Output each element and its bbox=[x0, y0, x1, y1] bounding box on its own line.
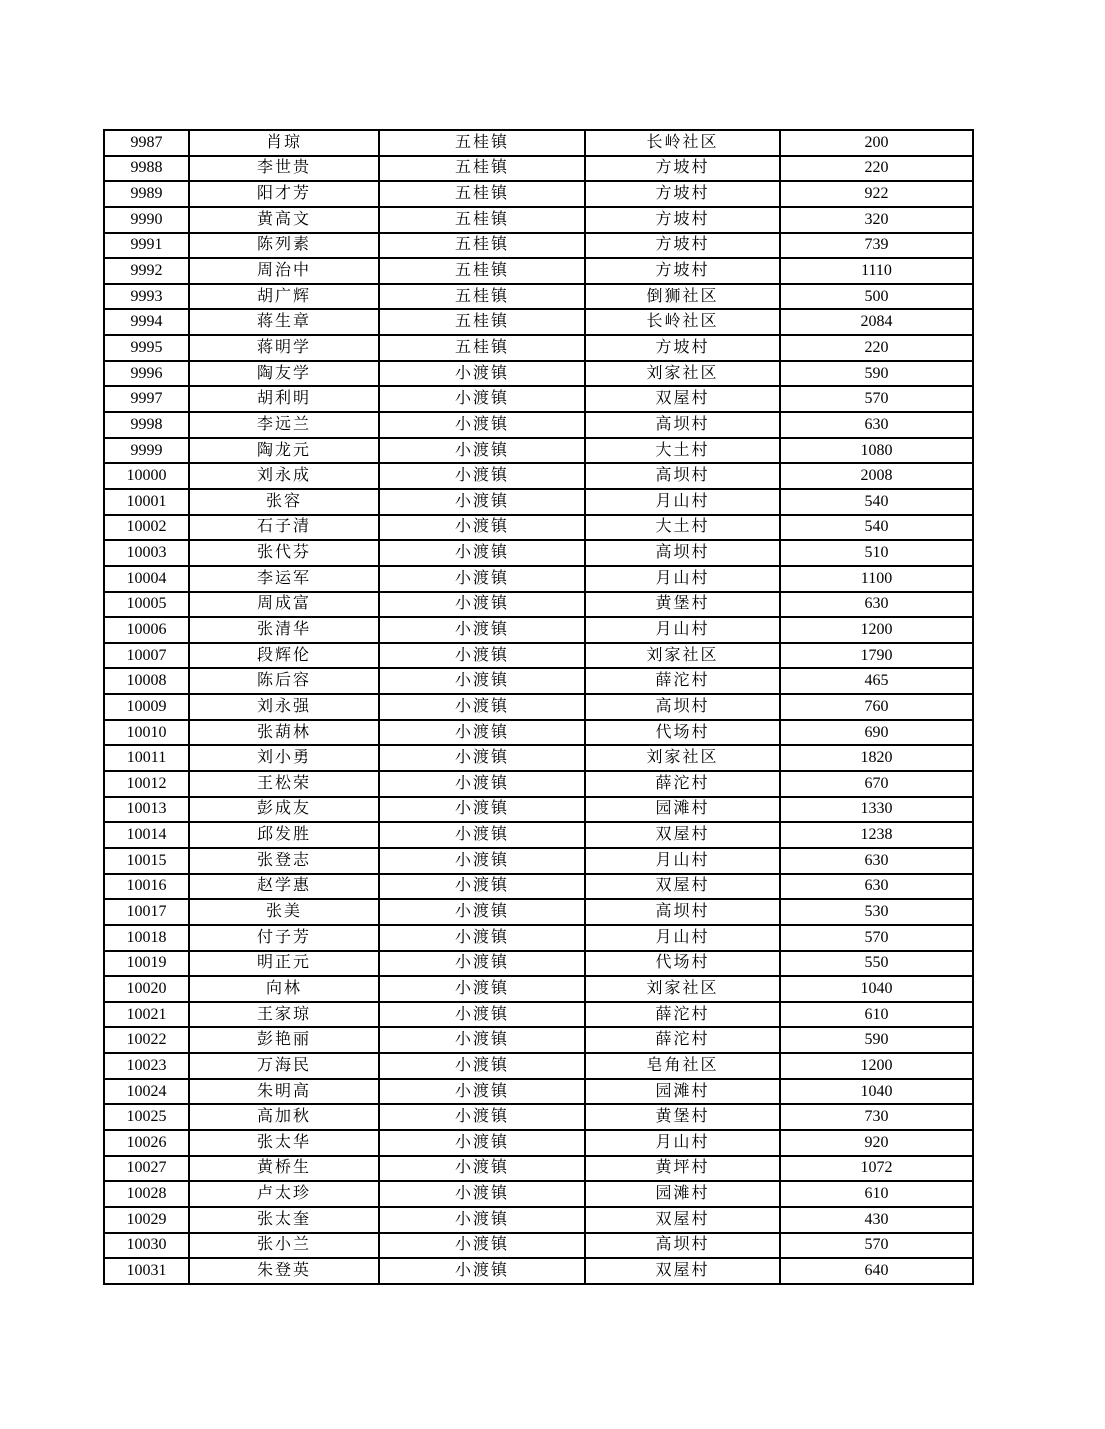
table-cell-name: 张登志 bbox=[189, 848, 379, 874]
table-cell-town: 小渡镇 bbox=[379, 848, 585, 874]
table-cell-town: 小渡镇 bbox=[379, 463, 585, 489]
table-cell-id: 10027 bbox=[104, 1156, 189, 1182]
table-cell-village: 刘家社区 bbox=[585, 361, 780, 387]
table-row bbox=[104, 745, 973, 771]
table-cell-town: 五桂镇 bbox=[379, 258, 585, 284]
table-cell-name: 石子清 bbox=[189, 515, 379, 541]
table-cell-name: 张葫林 bbox=[189, 720, 379, 746]
table-cell-village: 薛沱村 bbox=[585, 1027, 780, 1053]
table-cell-amount: 465 bbox=[780, 668, 973, 694]
table-cell-town: 小渡镇 bbox=[379, 1207, 585, 1233]
table-cell-village: 方坡村 bbox=[585, 181, 780, 207]
table-cell-town: 小渡镇 bbox=[379, 1027, 585, 1053]
table-cell-village: 黄堡村 bbox=[585, 592, 780, 618]
table-cell-amount: 570 bbox=[780, 386, 973, 412]
table-cell-amount: 1200 bbox=[780, 617, 973, 643]
table-cell-town: 小渡镇 bbox=[379, 515, 585, 541]
table-cell-name: 张美 bbox=[189, 899, 379, 925]
table-cell-town: 小渡镇 bbox=[379, 1002, 585, 1028]
table-cell-town: 小渡镇 bbox=[379, 797, 585, 823]
table-cell-village: 方坡村 bbox=[585, 335, 780, 361]
table-cell-town: 小渡镇 bbox=[379, 668, 585, 694]
table-cell-id: 10015 bbox=[104, 848, 189, 874]
table-cell-village: 黄坪村 bbox=[585, 1156, 780, 1182]
table-cell-town: 小渡镇 bbox=[379, 1104, 585, 1130]
table-cell-name: 李远兰 bbox=[189, 412, 379, 438]
table-cell-amount: 920 bbox=[780, 1130, 973, 1156]
table-cell-id: 9994 bbox=[104, 309, 189, 335]
table-row bbox=[104, 668, 973, 694]
table-cell-name: 朱明高 bbox=[189, 1079, 379, 1105]
table-cell-amount: 922 bbox=[780, 181, 973, 207]
table-cell-name: 李世贵 bbox=[189, 156, 379, 182]
table-cell-id: 10025 bbox=[104, 1104, 189, 1130]
table-cell-id: 10026 bbox=[104, 1130, 189, 1156]
table-cell-amount: 590 bbox=[780, 1027, 973, 1053]
table-cell-amount: 220 bbox=[780, 156, 973, 182]
table-cell-amount: 320 bbox=[780, 207, 973, 233]
table-cell-id: 10005 bbox=[104, 592, 189, 618]
table-cell-name: 刘永成 bbox=[189, 463, 379, 489]
table-cell-town: 五桂镇 bbox=[379, 233, 585, 259]
table-cell-name: 周治中 bbox=[189, 258, 379, 284]
table-row bbox=[104, 976, 973, 1002]
table-row bbox=[104, 1002, 973, 1028]
table-cell-name: 陈列素 bbox=[189, 233, 379, 259]
table-cell-amount: 530 bbox=[780, 899, 973, 925]
table-cell-id: 10016 bbox=[104, 874, 189, 900]
table-cell-amount: 200 bbox=[780, 130, 973, 156]
table-cell-id: 9997 bbox=[104, 386, 189, 412]
table-cell-name: 彭艳丽 bbox=[189, 1027, 379, 1053]
table-cell-name: 赵学惠 bbox=[189, 874, 379, 900]
table-cell-amount: 430 bbox=[780, 1207, 973, 1233]
table-cell-village: 月山村 bbox=[585, 1130, 780, 1156]
table-row bbox=[104, 412, 973, 438]
table-row bbox=[104, 797, 973, 823]
table-cell-village: 高坝村 bbox=[585, 540, 780, 566]
table-cell-village: 高坝村 bbox=[585, 1233, 780, 1259]
table-cell-id: 10030 bbox=[104, 1233, 189, 1259]
table-cell-id: 10018 bbox=[104, 925, 189, 951]
table-cell-id: 10017 bbox=[104, 899, 189, 925]
table-cell-town: 小渡镇 bbox=[379, 822, 585, 848]
table-cell-town: 五桂镇 bbox=[379, 207, 585, 233]
table-row bbox=[104, 438, 973, 464]
table-cell-amount: 1072 bbox=[780, 1156, 973, 1182]
table-cell-amount: 630 bbox=[780, 874, 973, 900]
table-row bbox=[104, 284, 973, 310]
table-cell-amount: 510 bbox=[780, 540, 973, 566]
table-cell-amount: 590 bbox=[780, 361, 973, 387]
table-row bbox=[104, 1130, 973, 1156]
table-row bbox=[104, 258, 973, 284]
table-cell-town: 小渡镇 bbox=[379, 899, 585, 925]
table-cell-town: 小渡镇 bbox=[379, 386, 585, 412]
table-cell-town: 小渡镇 bbox=[379, 643, 585, 669]
table-cell-name: 蒋明学 bbox=[189, 335, 379, 361]
table-cell-amount: 670 bbox=[780, 771, 973, 797]
table-cell-village: 双屋村 bbox=[585, 1258, 780, 1284]
table-cell-village: 长岭社区 bbox=[585, 309, 780, 335]
table-row bbox=[104, 566, 973, 592]
table-cell-id: 10009 bbox=[104, 694, 189, 720]
table-cell-town: 小渡镇 bbox=[379, 617, 585, 643]
table-row bbox=[104, 925, 973, 951]
table-row bbox=[104, 592, 973, 618]
table-cell-village: 高坝村 bbox=[585, 412, 780, 438]
table-cell-town: 五桂镇 bbox=[379, 284, 585, 310]
table-cell-name: 高加秋 bbox=[189, 1104, 379, 1130]
table-row bbox=[104, 1258, 973, 1284]
table-cell-name: 向林 bbox=[189, 976, 379, 1002]
table-cell-village: 刘家社区 bbox=[585, 745, 780, 771]
table-cell-village: 高坝村 bbox=[585, 899, 780, 925]
table-cell-amount: 1238 bbox=[780, 822, 973, 848]
table-cell-name: 张太华 bbox=[189, 1130, 379, 1156]
table-cell-village: 方坡村 bbox=[585, 156, 780, 182]
table-cell-id: 10012 bbox=[104, 771, 189, 797]
table-cell-id: 10024 bbox=[104, 1079, 189, 1105]
table-cell-name: 段辉伦 bbox=[189, 643, 379, 669]
table-cell-amount: 1820 bbox=[780, 745, 973, 771]
table-cell-village: 月山村 bbox=[585, 617, 780, 643]
table-cell-village: 刘家社区 bbox=[585, 643, 780, 669]
table-cell-village: 月山村 bbox=[585, 489, 780, 515]
table-row bbox=[104, 130, 973, 156]
table-cell-town: 小渡镇 bbox=[379, 976, 585, 1002]
table-cell-town: 小渡镇 bbox=[379, 438, 585, 464]
table-cell-town: 五桂镇 bbox=[379, 309, 585, 335]
table-row bbox=[104, 361, 973, 387]
table-cell-id: 10004 bbox=[104, 566, 189, 592]
table-row bbox=[104, 207, 973, 233]
table-row bbox=[104, 1079, 973, 1105]
table-row bbox=[104, 874, 973, 900]
table-cell-amount: 630 bbox=[780, 592, 973, 618]
table-row bbox=[104, 643, 973, 669]
table-cell-name: 彭成友 bbox=[189, 797, 379, 823]
table-cell-amount: 610 bbox=[780, 1002, 973, 1028]
table-cell-name: 肖琼 bbox=[189, 130, 379, 156]
table-cell-id: 10013 bbox=[104, 797, 189, 823]
table-cell-village: 长岭社区 bbox=[585, 130, 780, 156]
table-row bbox=[104, 1233, 973, 1259]
table-cell-name: 刘永强 bbox=[189, 694, 379, 720]
table-cell-amount: 570 bbox=[780, 1233, 973, 1259]
table-cell-id: 10019 bbox=[104, 951, 189, 977]
table-cell-amount: 1200 bbox=[780, 1053, 973, 1079]
table-cell-village: 双屋村 bbox=[585, 1207, 780, 1233]
table-cell-village: 高坝村 bbox=[585, 694, 780, 720]
table-cell-amount: 540 bbox=[780, 489, 973, 515]
table-cell-id: 10006 bbox=[104, 617, 189, 643]
table-row bbox=[104, 1053, 973, 1079]
table-cell-town: 小渡镇 bbox=[379, 1053, 585, 1079]
table-cell-name: 王家琼 bbox=[189, 1002, 379, 1028]
table-cell-amount: 1110 bbox=[780, 258, 973, 284]
table-cell-amount: 1100 bbox=[780, 566, 973, 592]
table-cell-id: 9988 bbox=[104, 156, 189, 182]
table-cell-town: 小渡镇 bbox=[379, 1233, 585, 1259]
table-row bbox=[104, 309, 973, 335]
table-cell-id: 10010 bbox=[104, 720, 189, 746]
roster-table bbox=[103, 129, 974, 1285]
table-cell-village: 园滩村 bbox=[585, 797, 780, 823]
table-cell-id: 10021 bbox=[104, 1002, 189, 1028]
table-cell-id: 10022 bbox=[104, 1027, 189, 1053]
table-cell-amount: 1040 bbox=[780, 1079, 973, 1105]
table-cell-village: 黄堡村 bbox=[585, 1104, 780, 1130]
table-row bbox=[104, 1207, 973, 1233]
table-cell-id: 9991 bbox=[104, 233, 189, 259]
table-cell-amount: 500 bbox=[780, 284, 973, 310]
table-cell-town: 小渡镇 bbox=[379, 925, 585, 951]
table-cell-amount: 630 bbox=[780, 848, 973, 874]
table-cell-amount: 1330 bbox=[780, 797, 973, 823]
table-cell-town: 五桂镇 bbox=[379, 130, 585, 156]
table-cell-name: 李运军 bbox=[189, 566, 379, 592]
table-cell-town: 小渡镇 bbox=[379, 361, 585, 387]
table-cell-village: 双屋村 bbox=[585, 874, 780, 900]
table-cell-id: 9999 bbox=[104, 438, 189, 464]
table-cell-village: 代场村 bbox=[585, 951, 780, 977]
table-cell-town: 小渡镇 bbox=[379, 745, 585, 771]
table-row bbox=[104, 233, 973, 259]
table-cell-town: 五桂镇 bbox=[379, 156, 585, 182]
table-cell-town: 小渡镇 bbox=[379, 720, 585, 746]
table-cell-village: 方坡村 bbox=[585, 258, 780, 284]
table-cell-village: 月山村 bbox=[585, 848, 780, 874]
table-cell-amount: 1790 bbox=[780, 643, 973, 669]
table-cell-amount: 630 bbox=[780, 412, 973, 438]
table-cell-amount: 730 bbox=[780, 1104, 973, 1130]
table-cell-village: 双屋村 bbox=[585, 386, 780, 412]
table-cell-id: 9998 bbox=[104, 412, 189, 438]
table-cell-name: 王松荣 bbox=[189, 771, 379, 797]
table-row bbox=[104, 771, 973, 797]
table-cell-name: 张容 bbox=[189, 489, 379, 515]
table-cell-name: 明正元 bbox=[189, 951, 379, 977]
table-cell-town: 小渡镇 bbox=[379, 1258, 585, 1284]
table-cell-village: 倒狮社区 bbox=[585, 284, 780, 310]
table-cell-amount: 1040 bbox=[780, 976, 973, 1002]
table-cell-id: 9993 bbox=[104, 284, 189, 310]
table-cell-name: 蒋生章 bbox=[189, 309, 379, 335]
table-row bbox=[104, 617, 973, 643]
table-cell-id: 10002 bbox=[104, 515, 189, 541]
table-cell-id: 9992 bbox=[104, 258, 189, 284]
table-cell-village: 刘家社区 bbox=[585, 976, 780, 1002]
table-cell-name: 周成富 bbox=[189, 592, 379, 618]
table-cell-amount: 2008 bbox=[780, 463, 973, 489]
table-cell-id: 10031 bbox=[104, 1258, 189, 1284]
table-cell-amount: 690 bbox=[780, 720, 973, 746]
table-row bbox=[104, 720, 973, 746]
table-cell-name: 邱发胜 bbox=[189, 822, 379, 848]
table-cell-name: 阳才芳 bbox=[189, 181, 379, 207]
table-cell-amount: 1080 bbox=[780, 438, 973, 464]
table-cell-town: 小渡镇 bbox=[379, 412, 585, 438]
table-row bbox=[104, 515, 973, 541]
table-cell-town: 小渡镇 bbox=[379, 1079, 585, 1105]
table-row bbox=[104, 1104, 973, 1130]
table-cell-id: 10020 bbox=[104, 976, 189, 1002]
table-cell-town: 小渡镇 bbox=[379, 874, 585, 900]
table-cell-name: 付子芳 bbox=[189, 925, 379, 951]
table-cell-id: 10007 bbox=[104, 643, 189, 669]
table-row bbox=[104, 1027, 973, 1053]
table-cell-id: 10029 bbox=[104, 1207, 189, 1233]
table-cell-village: 园滩村 bbox=[585, 1181, 780, 1207]
table-cell-name: 陈后容 bbox=[189, 668, 379, 694]
table-cell-name: 张清华 bbox=[189, 617, 379, 643]
table-cell-town: 小渡镇 bbox=[379, 566, 585, 592]
table-row bbox=[104, 951, 973, 977]
table-cell-town: 小渡镇 bbox=[379, 540, 585, 566]
table-cell-town: 小渡镇 bbox=[379, 1130, 585, 1156]
table-cell-name: 陶龙元 bbox=[189, 438, 379, 464]
table-cell-village: 大土村 bbox=[585, 515, 780, 541]
table-cell-amount: 640 bbox=[780, 1258, 973, 1284]
table-cell-town: 小渡镇 bbox=[379, 1181, 585, 1207]
table-cell-village: 方坡村 bbox=[585, 233, 780, 259]
table-cell-village: 大土村 bbox=[585, 438, 780, 464]
table-cell-id: 10023 bbox=[104, 1053, 189, 1079]
table-row bbox=[104, 156, 973, 182]
table-cell-town: 小渡镇 bbox=[379, 694, 585, 720]
table-cell-name: 黄桥生 bbox=[189, 1156, 379, 1182]
table-cell-village: 薛沱村 bbox=[585, 668, 780, 694]
table-cell-id: 10000 bbox=[104, 463, 189, 489]
table-cell-id: 10014 bbox=[104, 822, 189, 848]
table-cell-name: 万海民 bbox=[189, 1053, 379, 1079]
table-cell-name: 朱登英 bbox=[189, 1258, 379, 1284]
table-cell-id: 9989 bbox=[104, 181, 189, 207]
table-row bbox=[104, 181, 973, 207]
table-cell-village: 方坡村 bbox=[585, 207, 780, 233]
table-cell-village: 双屋村 bbox=[585, 822, 780, 848]
table-row bbox=[104, 386, 973, 412]
table-row bbox=[104, 335, 973, 361]
table-row bbox=[104, 848, 973, 874]
table-row bbox=[104, 489, 973, 515]
table-row bbox=[104, 1156, 973, 1182]
table-cell-village: 代场村 bbox=[585, 720, 780, 746]
table-row bbox=[104, 822, 973, 848]
table-body bbox=[104, 130, 973, 1284]
table-cell-name: 黄高文 bbox=[189, 207, 379, 233]
table-cell-town: 五桂镇 bbox=[379, 335, 585, 361]
table-cell-amount: 2084 bbox=[780, 309, 973, 335]
table-cell-town: 小渡镇 bbox=[379, 1156, 585, 1182]
table-cell-village: 高坝村 bbox=[585, 463, 780, 489]
table-row bbox=[104, 694, 973, 720]
table-cell-name: 卢太珍 bbox=[189, 1181, 379, 1207]
table-cell-amount: 610 bbox=[780, 1181, 973, 1207]
table-cell-name: 张太奎 bbox=[189, 1207, 379, 1233]
table-cell-id: 9995 bbox=[104, 335, 189, 361]
table-cell-village: 月山村 bbox=[585, 566, 780, 592]
table-cell-village: 皂角社区 bbox=[585, 1053, 780, 1079]
table-cell-id: 10028 bbox=[104, 1181, 189, 1207]
table-cell-village: 薛沱村 bbox=[585, 1002, 780, 1028]
table-cell-id: 10003 bbox=[104, 540, 189, 566]
table-cell-id: 10001 bbox=[104, 489, 189, 515]
table-cell-amount: 550 bbox=[780, 951, 973, 977]
table-cell-town: 小渡镇 bbox=[379, 489, 585, 515]
table-cell-id: 10008 bbox=[104, 668, 189, 694]
table-cell-village: 月山村 bbox=[585, 925, 780, 951]
table-row bbox=[104, 1181, 973, 1207]
table-cell-town: 小渡镇 bbox=[379, 592, 585, 618]
table-cell-amount: 220 bbox=[780, 335, 973, 361]
table-cell-amount: 540 bbox=[780, 515, 973, 541]
table-cell-town: 小渡镇 bbox=[379, 951, 585, 977]
table-cell-name: 胡广辉 bbox=[189, 284, 379, 310]
table-row bbox=[104, 899, 973, 925]
table-cell-id: 9990 bbox=[104, 207, 189, 233]
table-cell-name: 张小兰 bbox=[189, 1233, 379, 1259]
table-cell-village: 薛沱村 bbox=[585, 771, 780, 797]
table-cell-village: 园滩村 bbox=[585, 1079, 780, 1105]
table-cell-town: 五桂镇 bbox=[379, 181, 585, 207]
table-cell-amount: 760 bbox=[780, 694, 973, 720]
table-row bbox=[104, 540, 973, 566]
table-cell-amount: 739 bbox=[780, 233, 973, 259]
table-row bbox=[104, 463, 973, 489]
table-cell-name: 张代芬 bbox=[189, 540, 379, 566]
table-cell-id: 9996 bbox=[104, 361, 189, 387]
table-cell-name: 刘小勇 bbox=[189, 745, 379, 771]
table-cell-name: 胡利明 bbox=[189, 386, 379, 412]
table-cell-amount: 570 bbox=[780, 925, 973, 951]
table-cell-id: 10011 bbox=[104, 745, 189, 771]
table-cell-id: 9987 bbox=[104, 130, 189, 156]
table-cell-town: 小渡镇 bbox=[379, 771, 585, 797]
table-cell-name: 陶友学 bbox=[189, 361, 379, 387]
